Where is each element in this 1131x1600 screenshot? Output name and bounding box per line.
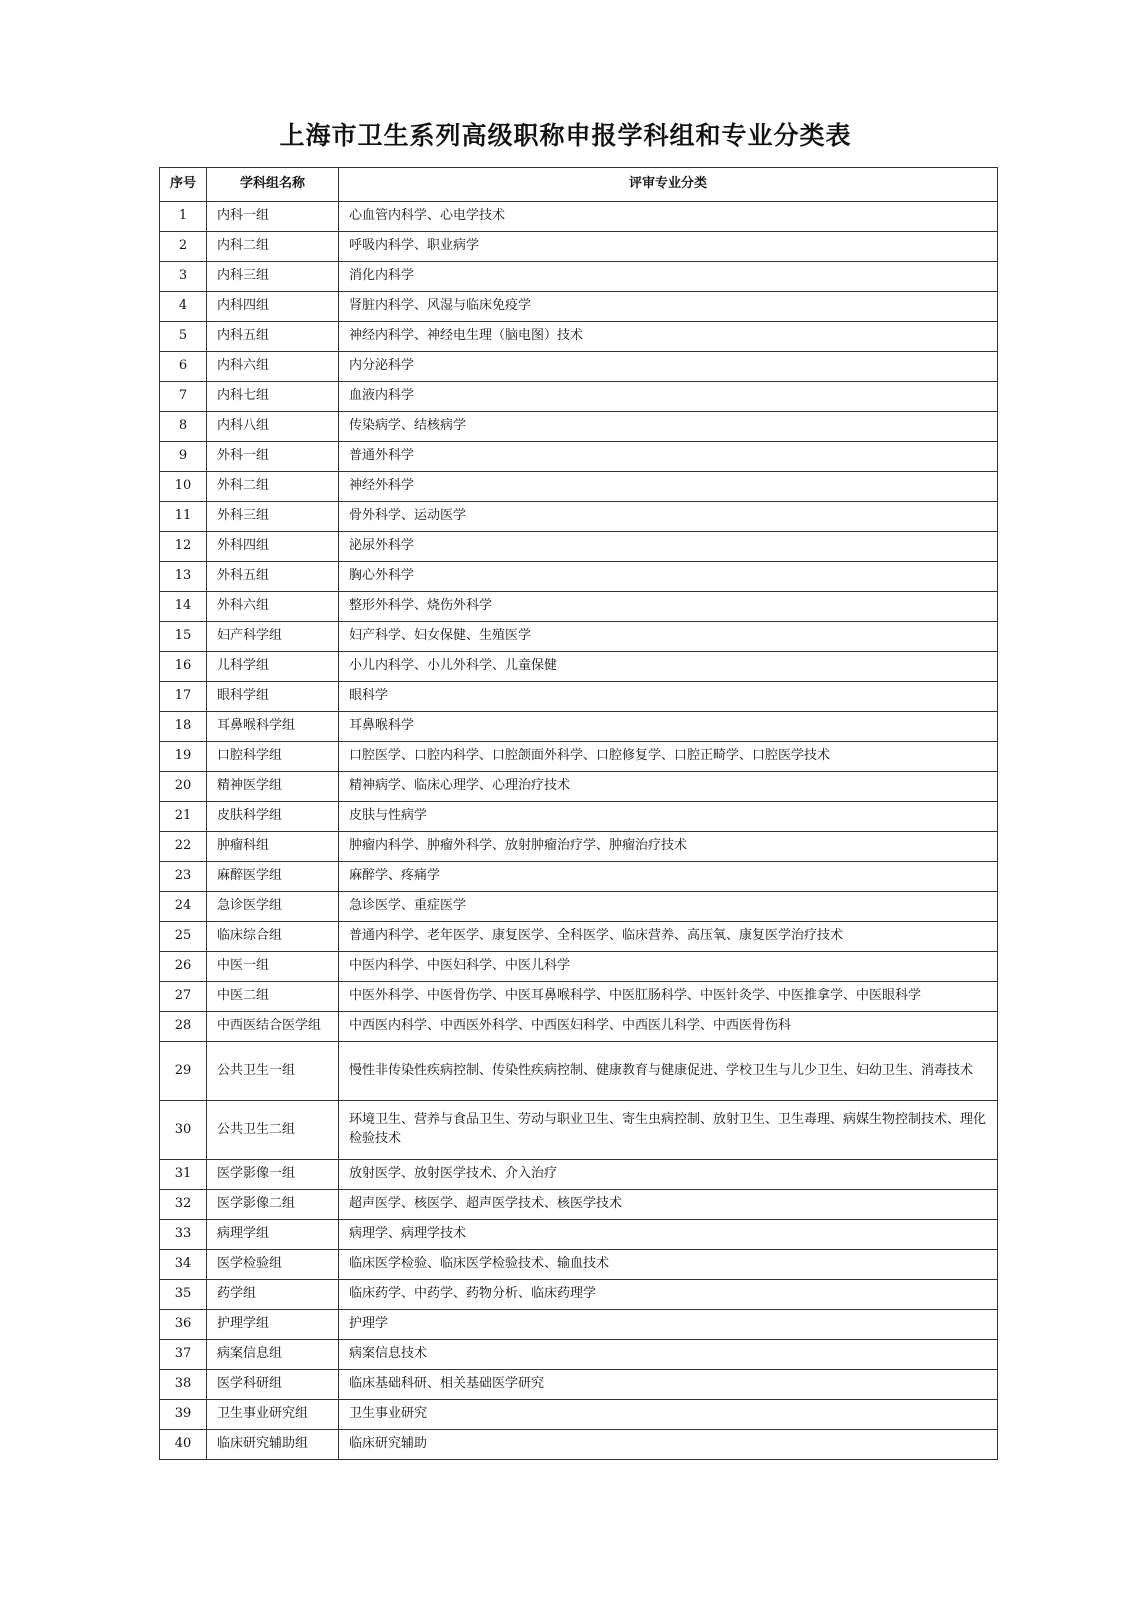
row-specialties: 普通内科学、老年医学、康复医学、全科医学、临床营养、高压氧、康复医学治疗技术	[339, 922, 998, 952]
row-specialties: 整形外科学、烧伤外科学	[339, 592, 998, 622]
row-specialties: 中医外科学、中医骨伤学、中医耳鼻喉科学、中医肛肠科学、中医针灸学、中医推拿学、中医眼科学	[339, 982, 998, 1012]
table-row	[160, 412, 998, 442]
row-number: 22	[160, 832, 207, 862]
row-specialties: 临床研究辅助	[339, 1430, 998, 1460]
table-row	[160, 772, 998, 802]
table-row	[160, 562, 998, 592]
row-specialties: 内分泌科学	[339, 352, 998, 382]
row-group-name: 内科八组	[207, 412, 339, 442]
row-group-name: 外科二组	[207, 472, 339, 502]
row-number: 6	[160, 352, 207, 382]
row-group-name: 医学影像一组	[207, 1160, 339, 1190]
table-row	[160, 382, 998, 412]
row-number: 5	[160, 322, 207, 352]
row-group-name: 外科五组	[207, 562, 339, 592]
row-group-name: 内科一组	[207, 202, 339, 232]
row-number: 32	[160, 1190, 207, 1220]
row-group-name: 医学科研组	[207, 1370, 339, 1400]
row-specialties: 肾脏内科学、风湿与临床免疫学	[339, 292, 998, 322]
table-row	[160, 892, 998, 922]
row-number: 38	[160, 1370, 207, 1400]
row-specialties: 临床医学检验、临床医学检验技术、输血技术	[339, 1250, 998, 1280]
row-specialties: 护理学	[339, 1310, 998, 1340]
row-specialties: 麻醉学、疼痛学	[339, 862, 998, 892]
table-row	[160, 1280, 998, 1310]
row-group-name: 精神医学组	[207, 772, 339, 802]
row-number: 40	[160, 1430, 207, 1460]
row-group-name: 儿科学组	[207, 652, 339, 682]
document-title: 上海市卫生系列高级职称申报学科组和专业分类表	[279, 121, 852, 150]
row-specialties: 耳鼻喉科学	[339, 712, 998, 742]
row-group-name: 外科六组	[207, 592, 339, 622]
row-specialties: 环境卫生、营养与食品卫生、劳动与职业卫生、寄生虫病控制、放射卫生、卫生毒理、病媒生物控制技术、理化检验技术	[339, 1101, 998, 1160]
row-number: 29	[160, 1042, 207, 1101]
row-number: 14	[160, 592, 207, 622]
row-specialties: 小儿内科学、小儿外科学、儿童保健	[339, 652, 998, 682]
table-row	[160, 1310, 998, 1340]
row-number: 17	[160, 682, 207, 712]
row-number: 25	[160, 922, 207, 952]
row-number: 23	[160, 862, 207, 892]
row-group-name: 药学组	[207, 1280, 339, 1310]
table-row	[160, 1250, 998, 1280]
row-specialties: 临床基础科研、相关基础医学研究	[339, 1370, 998, 1400]
row-group-name: 卫生事业研究组	[207, 1400, 339, 1430]
row-specialties: 皮肤与性病学	[339, 802, 998, 832]
table-row	[160, 1190, 998, 1220]
table-header	[160, 168, 998, 202]
row-number: 24	[160, 892, 207, 922]
table-body	[160, 202, 998, 1460]
row-specialties: 消化内科学	[339, 262, 998, 292]
row-specialties: 急诊医学、重症医学	[339, 892, 998, 922]
table-row	[160, 442, 998, 472]
table-row	[160, 1042, 998, 1101]
row-specialties: 慢性非传染性疾病控制、传染性疾病控制、健康教育与健康促进、学校卫生与儿少卫生、妇幼卫生、消毒技术	[339, 1042, 998, 1101]
table-row	[160, 622, 998, 652]
row-specialties: 传染病学、结核病学	[339, 412, 998, 442]
classification-table	[159, 167, 998, 1460]
row-group-name: 医学影像二组	[207, 1190, 339, 1220]
row-number: 7	[160, 382, 207, 412]
table-row	[160, 652, 998, 682]
row-specialties: 口腔医学、口腔内科学、口腔颌面外科学、口腔修复学、口腔正畸学、口腔医学技术	[339, 742, 998, 772]
header-num: 序号	[160, 168, 207, 202]
table-row	[160, 1370, 998, 1400]
row-number: 19	[160, 742, 207, 772]
row-number: 11	[160, 502, 207, 532]
table-row	[160, 742, 998, 772]
row-group-name: 外科四组	[207, 532, 339, 562]
table-row	[160, 352, 998, 382]
row-group-name: 临床综合组	[207, 922, 339, 952]
row-number: 20	[160, 772, 207, 802]
table-row	[160, 832, 998, 862]
row-group-name: 中西医结合医学组	[207, 1012, 339, 1042]
row-group-name: 病理学组	[207, 1220, 339, 1250]
row-specialties: 病理学、病理学技术	[339, 1220, 998, 1250]
row-specialties: 超声医学、核医学、超声医学技术、核医学技术	[339, 1190, 998, 1220]
row-number: 27	[160, 982, 207, 1012]
header-group: 学科组名称	[207, 168, 339, 202]
table-row	[160, 1101, 998, 1160]
row-specialties: 精神病学、临床心理学、心理治疗技术	[339, 772, 998, 802]
row-number: 18	[160, 712, 207, 742]
row-specialties: 肿瘤内科学、肿瘤外科学、放射肿瘤治疗学、肿瘤治疗技术	[339, 832, 998, 862]
row-number: 30	[160, 1101, 207, 1160]
row-number: 26	[160, 952, 207, 982]
row-group-name: 内科六组	[207, 352, 339, 382]
row-specialties: 卫生事业研究	[339, 1400, 998, 1430]
header-specialties: 评审专业分类	[339, 168, 998, 202]
row-number: 13	[160, 562, 207, 592]
row-group-name: 内科七组	[207, 382, 339, 412]
row-specialties: 呼吸内科学、职业病学	[339, 232, 998, 262]
table-row	[160, 532, 998, 562]
table-row	[160, 1340, 998, 1370]
row-group-name: 外科三组	[207, 502, 339, 532]
row-specialties: 神经外科学	[339, 472, 998, 502]
table-row	[160, 472, 998, 502]
row-group-name: 耳鼻喉科学组	[207, 712, 339, 742]
row-group-name: 内科五组	[207, 322, 339, 352]
table-row	[160, 1160, 998, 1190]
row-specialties: 中医内科学、中医妇科学、中医儿科学	[339, 952, 998, 982]
row-specialties: 中西医内科学、中西医外科学、中西医妇科学、中西医儿科学、中西医骨伤科	[339, 1012, 998, 1042]
row-number: 15	[160, 622, 207, 652]
row-group-name: 护理学组	[207, 1310, 339, 1340]
row-group-name: 医学检验组	[207, 1250, 339, 1280]
table-row	[160, 952, 998, 982]
row-group-name: 内科二组	[207, 232, 339, 262]
row-group-name: 外科一组	[207, 442, 339, 472]
table-row	[160, 1430, 998, 1460]
table-row	[160, 232, 998, 262]
table-row	[160, 592, 998, 622]
row-group-name: 皮肤科学组	[207, 802, 339, 832]
row-number: 8	[160, 412, 207, 442]
row-number: 36	[160, 1310, 207, 1340]
row-number: 37	[160, 1340, 207, 1370]
row-group-name: 眼科学组	[207, 682, 339, 712]
row-number: 4	[160, 292, 207, 322]
table-row	[160, 982, 998, 1012]
table-row	[160, 712, 998, 742]
row-group-name: 肿瘤科组	[207, 832, 339, 862]
table-row	[160, 322, 998, 352]
row-specialties: 血液内科学	[339, 382, 998, 412]
row-number: 3	[160, 262, 207, 292]
row-number: 28	[160, 1012, 207, 1042]
row-group-name: 妇产科学组	[207, 622, 339, 652]
row-specialties: 胸心外科学	[339, 562, 998, 592]
row-number: 12	[160, 532, 207, 562]
row-number: 39	[160, 1400, 207, 1430]
row-specialties: 放射医学、放射医学技术、介入治疗	[339, 1160, 998, 1190]
row-number: 21	[160, 802, 207, 832]
table-row	[160, 862, 998, 892]
row-specialties: 妇产科学、妇女保健、生殖医学	[339, 622, 998, 652]
row-group-name: 公共卫生二组	[207, 1101, 339, 1160]
row-specialties: 心血管内科学、心电学技术	[339, 202, 998, 232]
table-row	[160, 1012, 998, 1042]
row-number: 10	[160, 472, 207, 502]
row-group-name: 急诊医学组	[207, 892, 339, 922]
table-row	[160, 292, 998, 322]
row-group-name: 病案信息组	[207, 1340, 339, 1370]
table-row	[160, 1400, 998, 1430]
row-specialties: 临床药学、中药学、药物分析、临床药理学	[339, 1280, 998, 1310]
row-number: 34	[160, 1250, 207, 1280]
table-row	[160, 502, 998, 532]
row-number: 16	[160, 652, 207, 682]
row-group-name: 中医二组	[207, 982, 339, 1012]
row-number: 35	[160, 1280, 207, 1310]
row-number: 33	[160, 1220, 207, 1250]
table-row	[160, 202, 998, 232]
table-row	[160, 1220, 998, 1250]
row-specialties: 神经内科学、神经电生理（脑电图）技术	[339, 322, 998, 352]
row-group-name: 内科三组	[207, 262, 339, 292]
row-number: 2	[160, 232, 207, 262]
row-group-name: 中医一组	[207, 952, 339, 982]
row-specialties: 眼科学	[339, 682, 998, 712]
row-group-name: 麻醉医学组	[207, 862, 339, 892]
row-specialties: 普通外科学	[339, 442, 998, 472]
row-group-name: 公共卫生一组	[207, 1042, 339, 1101]
row-group-name: 内科四组	[207, 292, 339, 322]
header-row	[160, 168, 998, 202]
row-group-name: 临床研究辅助组	[207, 1430, 339, 1460]
row-specialties: 骨外科学、运动医学	[339, 502, 998, 532]
table-row	[160, 922, 998, 952]
table-row	[160, 682, 998, 712]
row-number: 9	[160, 442, 207, 472]
row-group-name: 口腔科学组	[207, 742, 339, 772]
table-row	[160, 802, 998, 832]
row-specialties: 泌尿外科学	[339, 532, 998, 562]
table-row	[160, 262, 998, 292]
row-specialties: 病案信息技术	[339, 1340, 998, 1370]
row-number: 31	[160, 1160, 207, 1190]
row-number: 1	[160, 202, 207, 232]
